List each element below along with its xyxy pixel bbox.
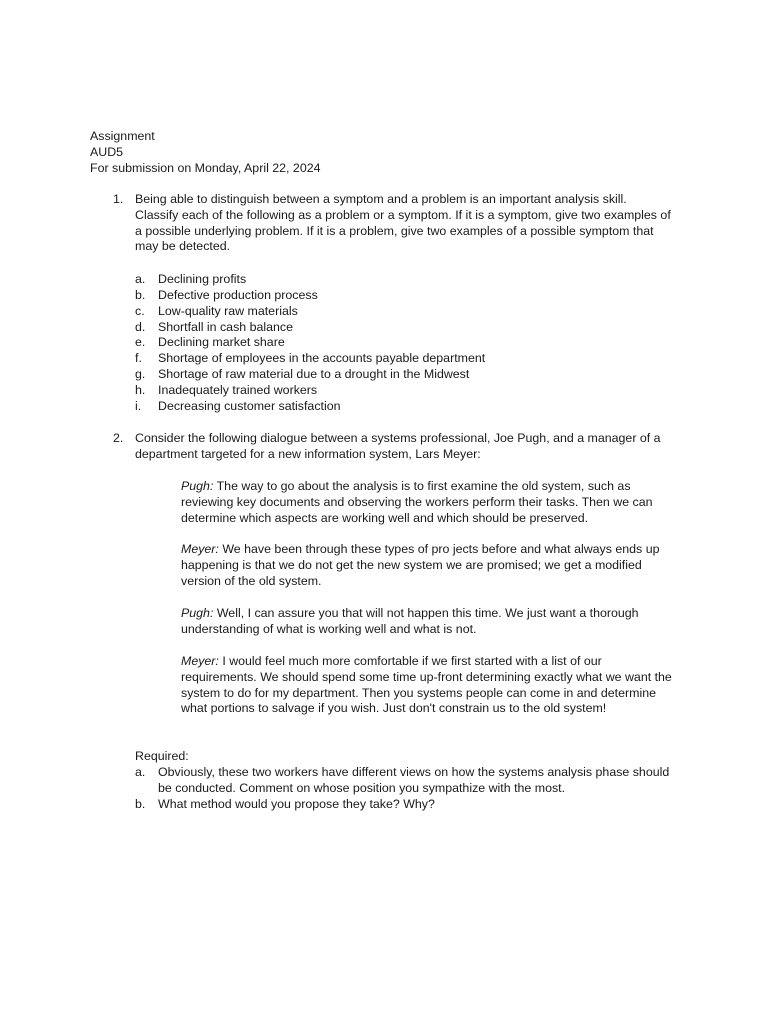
dialogue-entry [181, 479, 676, 526]
dialogue-text: I would feel much more comfortable if we first started with a list of our requirements. We should spend some time up-front determining exactly what we want the system to do for my department. Then you systems people can come in and determine what portions to salvage if you wish. Just don't constrain us to the old system! [181, 654, 672, 716]
item-letter: h. [135, 382, 146, 397]
dialogue-text: Well, I can assure you that will not happen this time. We just want a thorough understanding of what is working well and what is not. [181, 606, 639, 636]
item-text: Shortage of employees in the accounts payable department [158, 351, 486, 366]
speaker-name: Meyer: [181, 542, 219, 556]
question-text: Consider the following dialogue between a systems professional, Joe Pugh, and a manager of a department targeted for a new information system, Lars Meyer: [135, 431, 661, 461]
item-text: Shortage of raw material due to a drought in the Midwest [158, 367, 470, 382]
item-text: Low-quality raw materials [158, 303, 298, 318]
list-item [135, 351, 485, 367]
list-item [135, 320, 485, 336]
item-letter: b. [135, 287, 146, 302]
dialogue-text: The way to go about the analysis is to first examine the old system, such as reviewing key documents and observing the workers perform their tasks. Then we can determine which aspects are working well and which should be preserved. [181, 479, 653, 525]
speaker-name: Pugh: [181, 606, 214, 620]
list-item [135, 367, 485, 383]
item-text: Inadequately trained workers [158, 382, 318, 397]
list-item [135, 797, 675, 813]
list-item [135, 304, 485, 320]
required-label: Required: [135, 749, 189, 763]
list-item [135, 765, 675, 797]
speaker-name: Meyer: [181, 654, 219, 668]
course-code: AUD5 [90, 144, 124, 159]
question-1 [113, 192, 673, 255]
item-letter: d. [135, 319, 146, 334]
item-text: Defective production process [158, 287, 318, 302]
dialogue-entry [181, 542, 676, 589]
document-header [90, 129, 321, 176]
item-letter: e. [135, 335, 146, 350]
assignment-title: Assignment [90, 129, 155, 143]
required-items [135, 765, 675, 812]
list-item [135, 288, 485, 304]
question-text: Being able to distinguish between a symptom and a problem is an important analysis skill. Classify each of the following as a problem or a symptom. If it is a symptom, give two examples of a possible underlying problem. If it is a problem, give two examples of a possible symptom that may be detected. [135, 192, 671, 254]
question-number: 1. [113, 192, 124, 206]
item-text: Declining profits [158, 272, 247, 286]
dialogue-text: We have been through these types of pro jects before and what always ends up happening is that we do not get the new system we are promised; we get a modified version of the old system. [181, 542, 660, 588]
list-item [135, 335, 485, 351]
item-text: Declining market share [158, 335, 285, 350]
item-letter: a. [135, 272, 146, 286]
list-item [135, 399, 485, 415]
question-1-items [135, 272, 485, 415]
submission-date: For submission on Monday, April 22, 2024 [90, 160, 321, 175]
item-letter: b. [135, 796, 146, 811]
item-text: Shortfall in cash balance [158, 319, 294, 334]
item-letter: c. [135, 303, 145, 318]
dialogue-entry [181, 606, 676, 638]
list-item [135, 383, 485, 399]
dialogue-entry [181, 654, 676, 717]
item-letter: a. [135, 765, 146, 779]
question-2 [113, 431, 673, 463]
list-item [135, 272, 485, 288]
speaker-name: Pugh: [181, 479, 214, 493]
item-letter: g. [135, 367, 146, 382]
item-letter: i. [135, 398, 142, 413]
item-text: Obviously, these two workers have different views on how the systems analysis phase should be conducted. Comment on whose position you sympathize with the most. [158, 765, 670, 795]
item-letter: f. [135, 351, 142, 366]
item-text: Decreasing customer satisfaction [158, 398, 341, 413]
question-number: 2. [113, 431, 124, 445]
item-text: What method would you propose they take? Why? [158, 796, 435, 811]
